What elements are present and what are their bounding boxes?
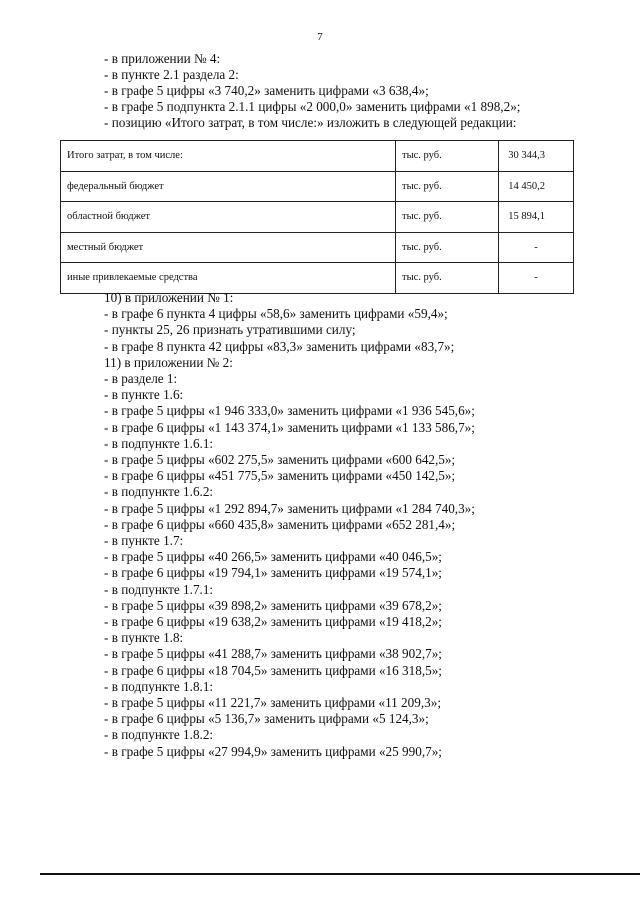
list-item: - в пункте 1.6:	[104, 387, 184, 403]
row-unit: тыс. руб.	[396, 263, 499, 294]
row-value: -	[499, 232, 574, 263]
list-item: - в пункте 1.7:	[104, 533, 184, 549]
intro-line: - в графе 5 подпункта 2.1.1 цифры «2 000,0» заменить цифрами «1 898,2»;	[104, 99, 521, 114]
row-label: местный бюджет	[61, 232, 396, 263]
row-unit: тыс. руб.	[396, 202, 499, 233]
row-label: иные привлекаемые средства	[61, 263, 396, 294]
list-item: - в графе 6 цифры «1 143 374,1» заменить цифрами «1 133 586,7»;	[104, 419, 475, 435]
row-unit: тыс. руб.	[396, 232, 499, 263]
list-item: - в графе 5 цифры «27 994,9» заменить цифрами «25 990,7»;	[104, 743, 442, 759]
list-item: - в графе 6 цифры «18 704,5» заменить цифрами «16 318,5»;	[104, 662, 442, 678]
list-item: - в графе 5 цифры «39 898,2» заменить цифрами «39 678,2»;	[104, 597, 442, 613]
list-item: - в графе 6 цифры «660 435,8» заменить цифрами «652 281,4»;	[104, 516, 456, 532]
list-item: - в пункте 1.8:	[104, 630, 184, 646]
row-label: Итого затрат, в том числе:	[61, 141, 396, 172]
list-item: - в подпункте 1.8.2:	[104, 727, 214, 743]
list-item: - в подпункте 1.6.2:	[104, 484, 214, 500]
list-item: - в графе 5 цифры «1 946 333,0» заменить цифрами «1 936 545,6»;	[104, 403, 475, 419]
table-row	[61, 171, 574, 202]
row-unit: тыс. руб.	[396, 141, 499, 172]
row-value: 30 344,3	[499, 141, 574, 172]
table-row	[61, 232, 574, 263]
list-item: - в графе 5 цифры «1 292 894,7» заменить цифрами «1 284 740,3»;	[104, 500, 475, 516]
list-item: - в графе 5 цифры «41 288,7» заменить цифрами «38 902,7»;	[104, 646, 442, 662]
row-unit: тыс. руб.	[396, 171, 499, 202]
intro-line: - позицию «Итого затрат, в том числе:» изложить в следующей редакции:	[104, 115, 517, 130]
list-item: 10) в приложении № 1:	[104, 290, 234, 305]
list-item: - в графе 6 цифры «5 136,7» заменить цифрами «5 124,3»;	[104, 711, 429, 727]
list-item: - в графе 6 цифры «19 638,2» заменить цифрами «19 418,2»;	[104, 614, 442, 630]
list-item: - в графе 5 цифры «11 221,7» заменить цифрами «11 209,3»;	[104, 695, 441, 711]
list-item: - в разделе 1:	[104, 371, 178, 387]
list-item: - в графе 6 цифры «451 775,5» заменить цифрами «450 142,5»;	[104, 468, 456, 484]
list-item: - в подпункте 1.8.1:	[104, 678, 214, 694]
row-label: федеральный бюджет	[61, 171, 396, 202]
intro-line: - в приложении № 4:	[104, 51, 221, 66]
list-item: - пункты 25, 26 признать утратившими силу;	[104, 322, 356, 338]
intro-section	[104, 51, 604, 131]
row-value: -	[499, 263, 574, 294]
list-item: - в графе 5 цифры «40 266,5» заменить цифрами «40 046,5»;	[104, 549, 442, 565]
list-item: - в подпункте 1.7.1:	[104, 581, 214, 597]
list-item: - в графе 6 цифры «19 794,1» заменить цифрами «19 574,1»;	[104, 565, 442, 581]
amendments-list	[104, 290, 624, 760]
table-row	[61, 263, 574, 294]
intro-line: - в пункте 2.1 раздела 2:	[104, 67, 239, 82]
row-label: областной бюджет	[61, 202, 396, 233]
costs-table	[60, 140, 574, 294]
list-item: - в графе 8 пункта 42 цифры «83,3» заменить цифрами «83,7»;	[104, 338, 455, 354]
page-number: 7	[317, 31, 323, 43]
list-item: 11) в приложении № 2:	[104, 354, 233, 370]
list-item: - в подпункте 1.6.1:	[104, 435, 214, 451]
row-value: 14 450,2	[499, 171, 574, 202]
table-row	[61, 202, 574, 233]
bottom-rule	[40, 873, 640, 875]
intro-line: - в графе 5 цифры «3 740,2» заменить цифрами «3 638,4»;	[104, 83, 429, 98]
table-row	[61, 141, 574, 172]
list-item: - в графе 5 цифры «602 275,5» заменить цифрами «600 642,5»;	[104, 452, 456, 468]
row-value: 15 894,1	[499, 202, 574, 233]
list-item: - в графе 6 пункта 4 цифры «58,6» заменить цифрами «59,4»;	[104, 306, 448, 322]
